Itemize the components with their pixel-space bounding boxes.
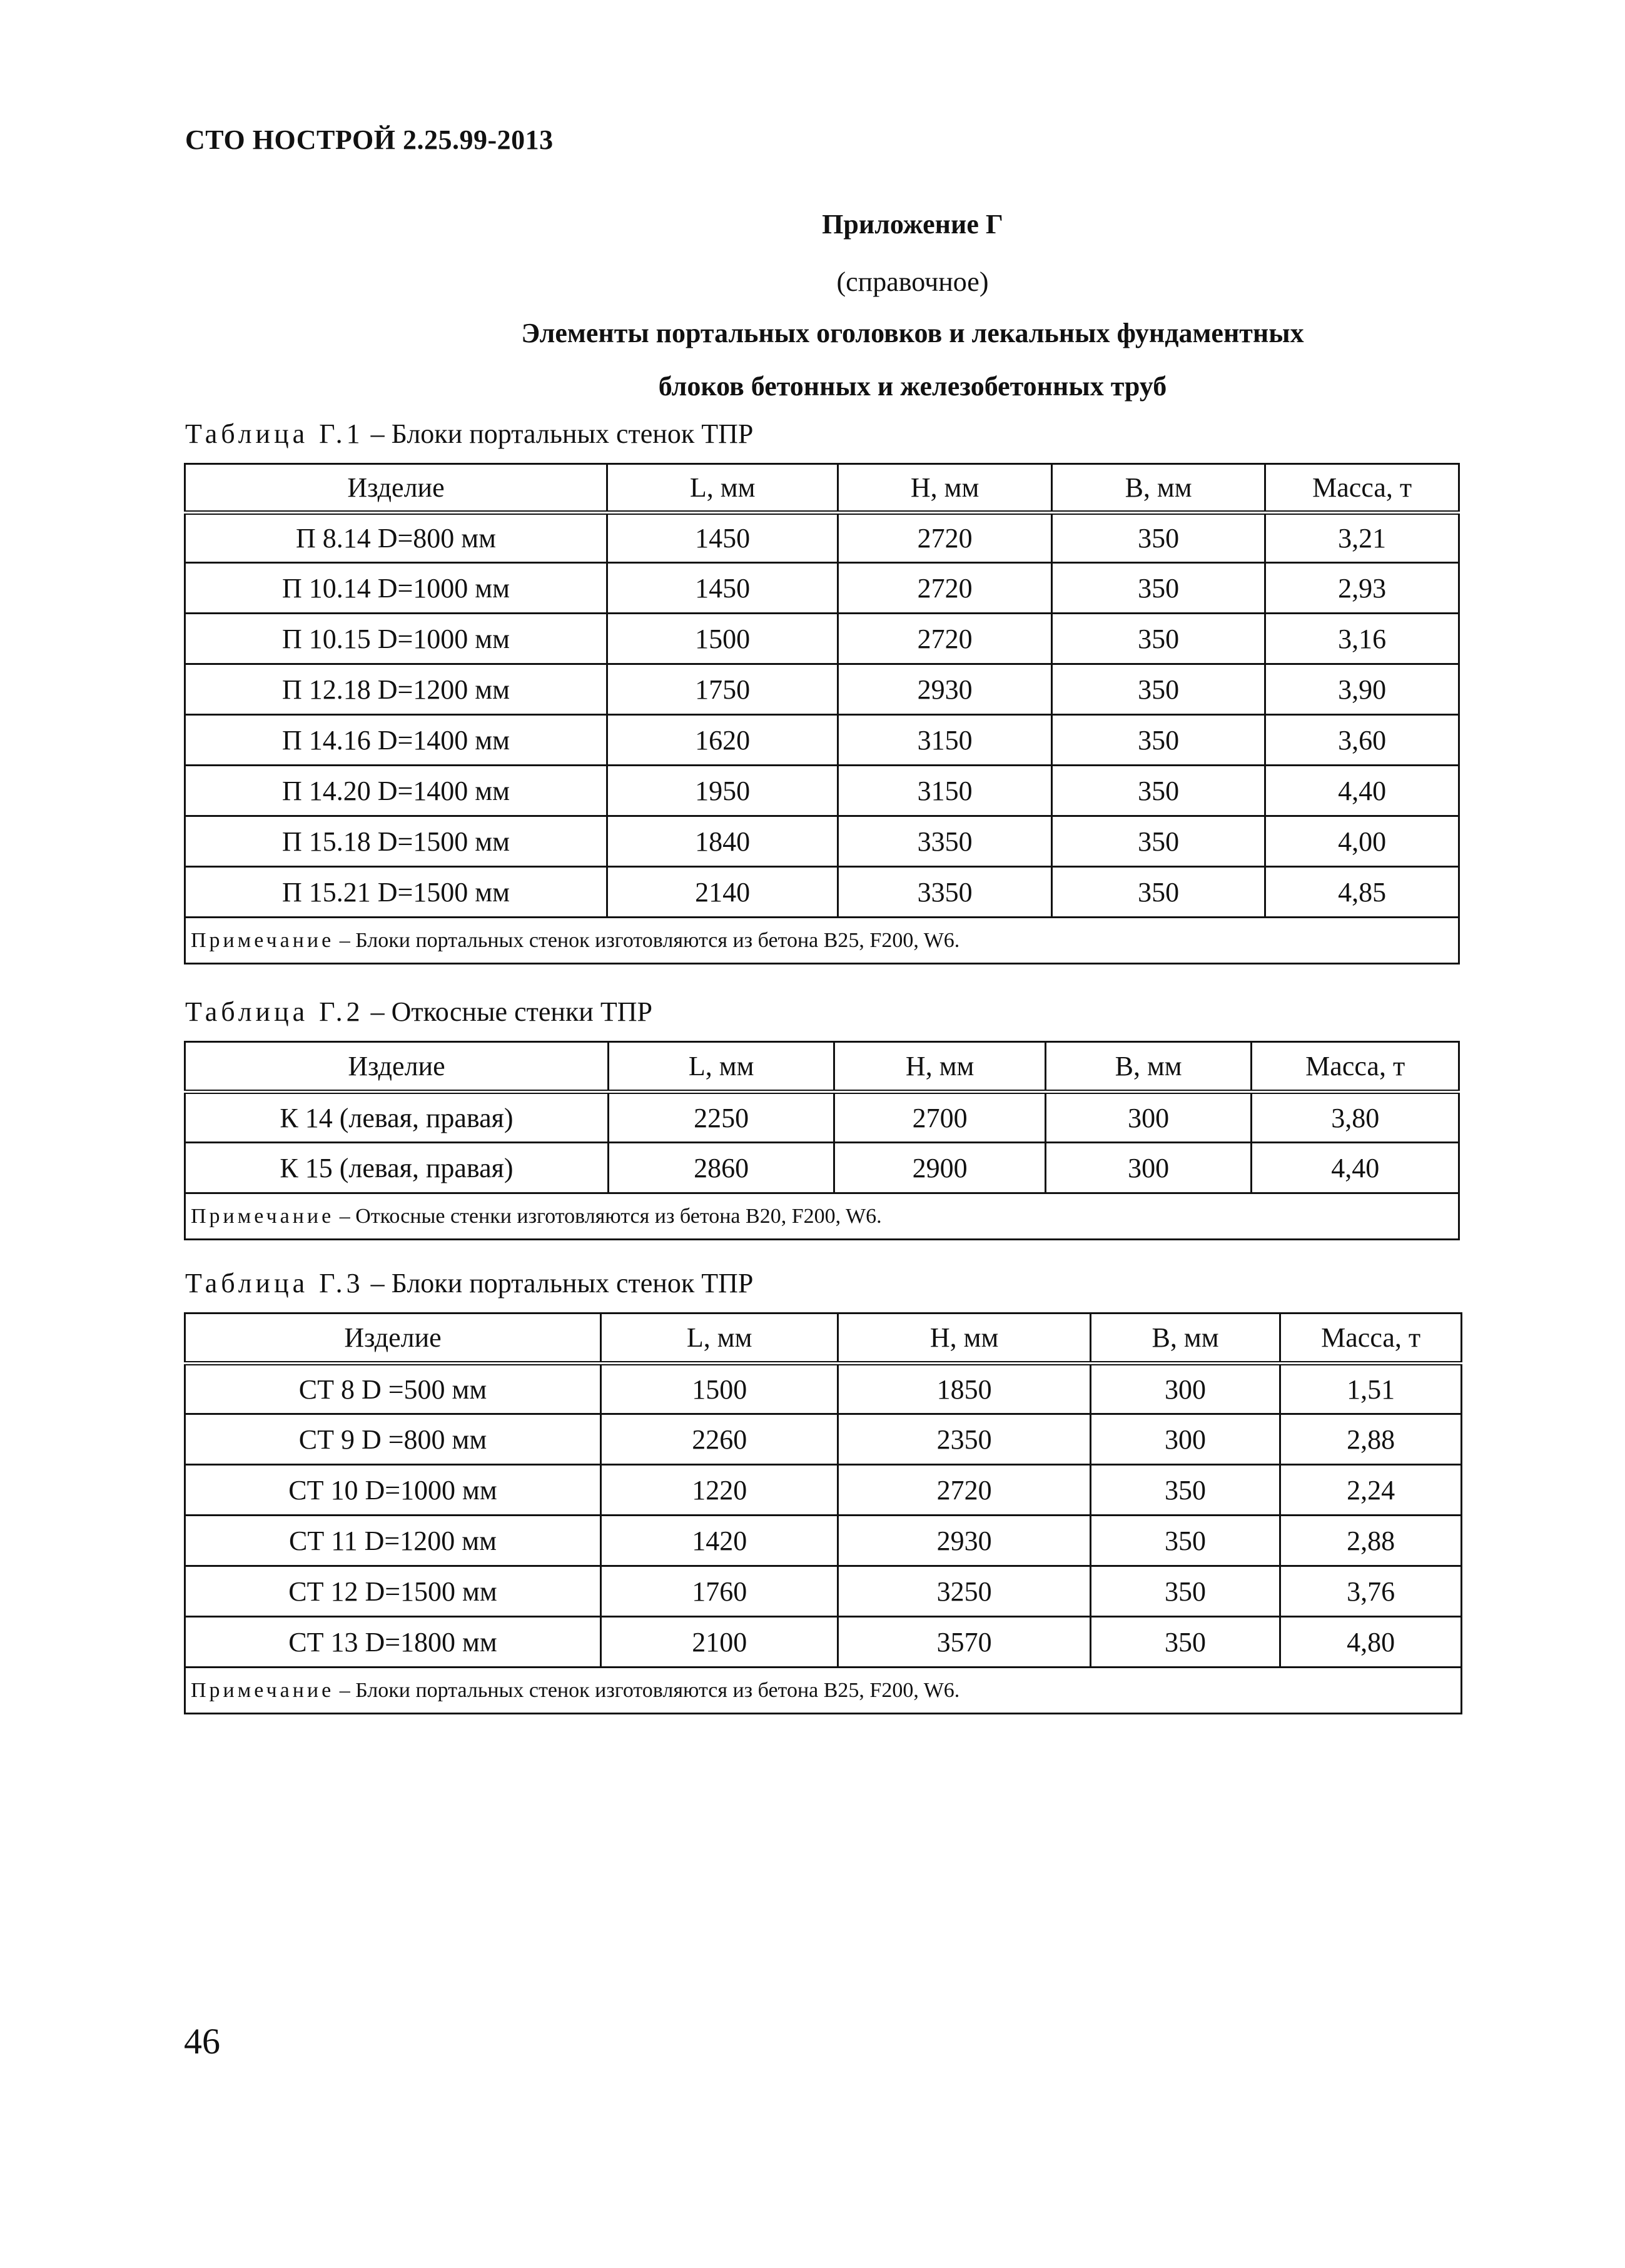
table-caption-prefix: Таблица Г.1 — [185, 418, 364, 449]
cell-length: 1450 — [607, 513, 838, 563]
table-row — [185, 816, 1459, 867]
cell-height: 2720 — [838, 513, 1051, 563]
table-row — [185, 1364, 1462, 1414]
note-text: – Блоки портальных стенок изготовляются из бетона В25, F200, W6. — [334, 928, 960, 952]
cell-length: 1500 — [607, 614, 838, 664]
cell-length: 1840 — [607, 816, 838, 867]
column-header-width: В, мм — [1045, 1042, 1251, 1092]
cell-width: 350 — [1051, 664, 1265, 715]
column-header-length: L, мм — [607, 464, 838, 513]
table-note-row — [185, 1193, 1459, 1240]
column-header-product: Изделие — [185, 1314, 601, 1364]
table-note — [185, 918, 1459, 964]
cell-height: 3150 — [838, 766, 1051, 816]
cell-mass: 4,80 — [1280, 1617, 1462, 1668]
cell-mass: 2,24 — [1280, 1465, 1462, 1516]
note-text: – Блоки портальных стенок изготовляются из бетона В25, F200, W6. — [334, 1678, 960, 1702]
appendix-heading-line2: блоков бетонных и железобетонных труб — [658, 371, 1167, 402]
table-caption-prefix: Таблица Г.3 — [185, 1268, 364, 1299]
appendix-type: (справочное) — [836, 266, 989, 297]
cell-width: 350 — [1090, 1516, 1280, 1566]
cell-length: 1450 — [607, 563, 838, 614]
cell-mass: 3,21 — [1265, 513, 1459, 563]
cell-height: 3150 — [838, 715, 1051, 766]
table-row — [185, 1516, 1462, 1566]
cell-mass: 3,60 — [1265, 715, 1459, 766]
page-number: 46 — [184, 2021, 220, 2062]
note-prefix: Примечание — [191, 1678, 335, 1702]
column-header-width: В, мм — [1090, 1314, 1280, 1364]
table-g1 — [184, 463, 1460, 964]
cell-height: 3570 — [838, 1617, 1090, 1668]
cell-product: П 8.14 D=800 мм — [185, 513, 607, 563]
cell-mass: 2,88 — [1280, 1414, 1462, 1465]
table-row — [185, 513, 1459, 563]
cell-mass: 1,51 — [1280, 1364, 1462, 1414]
table-caption-prefix: Таблица Г.2 — [185, 996, 364, 1027]
table-caption-g3 — [185, 1267, 753, 1299]
cell-product: СТ 8 D =500 мм — [185, 1364, 601, 1414]
cell-height: 1850 — [838, 1364, 1090, 1414]
cell-length: 1220 — [600, 1465, 838, 1516]
table-row — [185, 1092, 1459, 1143]
cell-length: 2250 — [608, 1092, 834, 1143]
cell-length: 2100 — [600, 1617, 838, 1668]
cell-product: П 12.18 D=1200 мм — [185, 664, 607, 715]
cell-width: 350 — [1051, 816, 1265, 867]
column-header-product: Изделие — [185, 464, 607, 513]
column-header-length: L, мм — [600, 1314, 838, 1364]
cell-height: 2720 — [838, 1465, 1090, 1516]
cell-product: К 15 (левая, правая) — [185, 1143, 609, 1193]
table-row — [185, 867, 1459, 918]
table-note — [185, 1193, 1459, 1240]
cell-width: 350 — [1090, 1465, 1280, 1516]
column-header-mass: Масса, т — [1265, 464, 1459, 513]
cell-product: П 14.16 D=1400 мм — [185, 715, 607, 766]
column-header-height: Н, мм — [834, 1042, 1046, 1092]
cell-product: К 14 (левая, правая) — [185, 1092, 609, 1143]
cell-width: 350 — [1051, 766, 1265, 816]
table-note-row — [185, 1668, 1462, 1714]
cell-width: 300 — [1045, 1143, 1251, 1193]
appendix-title: Приложение Г — [822, 209, 1003, 240]
table-row — [185, 1414, 1462, 1465]
table-g2 — [184, 1041, 1460, 1240]
cell-product: П 10.14 D=1000 мм — [185, 563, 607, 614]
table-row — [185, 563, 1459, 614]
cell-length: 1760 — [600, 1566, 838, 1617]
cell-width: 300 — [1045, 1092, 1251, 1143]
cell-length: 1500 — [600, 1364, 838, 1414]
cell-height: 2720 — [838, 563, 1051, 614]
table-caption-g2 — [185, 996, 652, 1028]
note-prefix: Примечание — [191, 928, 335, 952]
table-row — [185, 766, 1459, 816]
cell-length: 1620 — [607, 715, 838, 766]
cell-height: 2930 — [838, 664, 1051, 715]
table-row — [185, 614, 1459, 664]
cell-product: П 15.18 D=1500 мм — [185, 816, 607, 867]
column-header-product: Изделие — [185, 1042, 609, 1092]
cell-product: СТ 12 D=1500 мм — [185, 1566, 601, 1617]
cell-product: СТ 13 D=1800 мм — [185, 1617, 601, 1668]
cell-length: 2860 — [608, 1143, 834, 1193]
cell-width: 350 — [1051, 867, 1265, 918]
table-row — [185, 1143, 1459, 1193]
cell-mass: 2,88 — [1280, 1516, 1462, 1566]
cell-height: 3350 — [838, 816, 1051, 867]
cell-mass: 3,76 — [1280, 1566, 1462, 1617]
cell-mass: 3,90 — [1265, 664, 1459, 715]
column-header-mass: Масса, т — [1252, 1042, 1459, 1092]
cell-product: СТ 10 D=1000 мм — [185, 1465, 601, 1516]
table-note — [185, 1668, 1462, 1714]
cell-length: 1750 — [607, 664, 838, 715]
cell-height: 3250 — [838, 1566, 1090, 1617]
cell-product: СТ 11 D=1200 мм — [185, 1516, 601, 1566]
cell-mass: 4,00 — [1265, 816, 1459, 867]
cell-height: 3350 — [838, 867, 1051, 918]
column-header-width: В, мм — [1051, 464, 1265, 513]
cell-product: П 10.15 D=1000 мм — [185, 614, 607, 664]
column-header-length: L, мм — [608, 1042, 834, 1092]
column-header-mass: Масса, т — [1280, 1314, 1462, 1364]
cell-width: 350 — [1051, 614, 1265, 664]
cell-height: 2720 — [838, 614, 1051, 664]
cell-height: 2700 — [834, 1092, 1046, 1143]
table-row — [185, 715, 1459, 766]
cell-width: 300 — [1090, 1414, 1280, 1465]
cell-mass: 4,40 — [1252, 1143, 1459, 1193]
column-header-height: Н, мм — [838, 1314, 1090, 1364]
cell-length: 2260 — [600, 1414, 838, 1465]
cell-product: П 14.20 D=1400 мм — [185, 766, 607, 816]
cell-height: 2900 — [834, 1143, 1046, 1193]
cell-width: 350 — [1051, 513, 1265, 563]
table-header-row — [185, 1042, 1459, 1092]
table-header-row — [185, 1314, 1462, 1364]
note-prefix: Примечание — [191, 1204, 335, 1228]
cell-width: 300 — [1090, 1364, 1280, 1414]
table-row — [185, 1465, 1462, 1516]
table-caption-g1 — [185, 418, 753, 450]
cell-width: 350 — [1051, 563, 1265, 614]
appendix-heading-line1: Элементы портальных оголовков и лекальных фундаментных — [521, 318, 1304, 348]
cell-product: П 15.21 D=1500 мм — [185, 867, 607, 918]
table-row — [185, 1617, 1462, 1668]
table-header-row — [185, 464, 1459, 513]
cell-width: 350 — [1090, 1617, 1280, 1668]
cell-width: 350 — [1090, 1566, 1280, 1617]
cell-mass: 3,16 — [1265, 614, 1459, 664]
table-caption-text: – Откосные стенки ТПР — [363, 996, 652, 1027]
cell-mass: 2,93 — [1265, 563, 1459, 614]
cell-product: СТ 9 D =800 мм — [185, 1414, 601, 1465]
cell-mass: 4,40 — [1265, 766, 1459, 816]
table-caption-text: – Блоки портальных стенок ТПР — [363, 1268, 754, 1299]
table-row — [185, 1566, 1462, 1617]
cell-mass: 3,80 — [1252, 1092, 1459, 1143]
table-note-row — [185, 918, 1459, 964]
document-code: СТО НОСТРОЙ 2.25.99-2013 — [185, 124, 554, 155]
cell-height: 2930 — [838, 1516, 1090, 1566]
cell-length: 2140 — [607, 867, 838, 918]
cell-height: 2350 — [838, 1414, 1090, 1465]
cell-mass: 4,85 — [1265, 867, 1459, 918]
cell-width: 350 — [1051, 715, 1265, 766]
note-text: – Откосные стенки изготовляются из бетона В20, F200, W6. — [334, 1204, 882, 1228]
table-row — [185, 664, 1459, 715]
cell-length: 1950 — [607, 766, 838, 816]
table-caption-text: – Блоки портальных стенок ТПР — [363, 418, 754, 449]
table-g3 — [184, 1312, 1462, 1714]
column-header-height: Н, мм — [838, 464, 1051, 513]
cell-length: 1420 — [600, 1516, 838, 1566]
